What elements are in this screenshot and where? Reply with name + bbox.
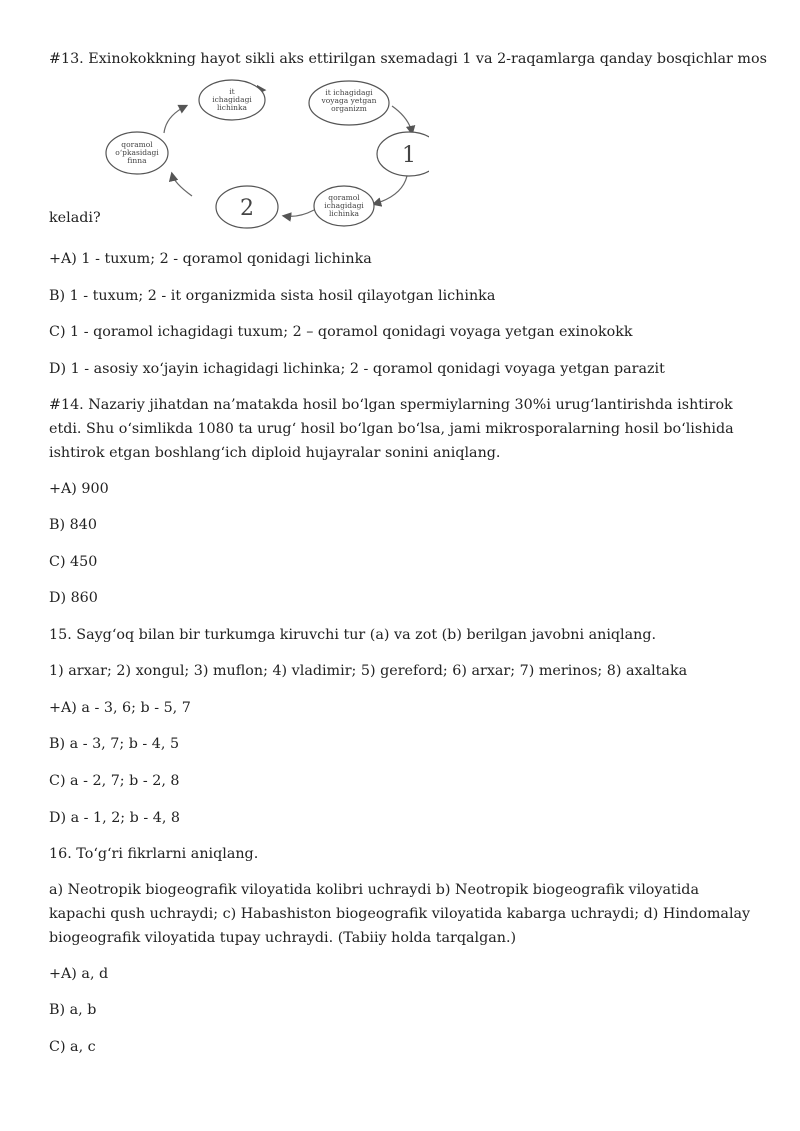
svg-text:qoramol: qoramol <box>328 193 360 202</box>
q15-option-b: B) a - 3, 7; b - 4, 5 <box>49 736 180 752</box>
q14-option-d: D) 860 <box>49 590 98 606</box>
q13-option-b: B) 1 - tuxum; 2 - it organizmida sista hosil qilayotgan lichinka <box>49 288 496 304</box>
q14-question: #14. Nazariy jihatdan na’matakda hosil bo‘lgan spermiylarning 30%i urug‘lantirishda ishtirok etdi. Shu o‘simlikda 1080 ta urug‘ hosil bo‘lgan bo‘lsa, jami mikrosporalarning hosil bo‘lishida ishtirok etgan boshlang‘ich diploid hujayralar sonini aniqlang. <box>49 397 734 461</box>
svg-text:lichinka: lichinka <box>328 209 360 218</box>
q14-option-a: +A) 900 <box>49 481 109 497</box>
svg-text:ichagidagi: ichagidagi <box>212 95 252 104</box>
svg-text:voyaga yetgan: voyaga yetgan <box>321 96 377 105</box>
arrow-bottom <box>284 210 314 216</box>
q14-option-b: B) 840 <box>49 517 97 533</box>
svg-text:lichinka: lichinka <box>216 103 248 112</box>
node-bottom-right <box>314 186 374 226</box>
q13-option-a: +A) 1 - tuxum; 2 - qoramol qonidagi lichinka <box>49 251 372 267</box>
q15-question: 15. Sayg‘oq bilan bir turkumga kiruvchi tur (a) va zot (b) berilgan javobni aniqlang. <box>49 627 657 643</box>
svg-text:ichagidagi: ichagidagi <box>324 201 364 210</box>
q16-statements: a) Neotropik biogeografik viloyatida kolibri uchraydi b) Neotropik biogeografik viloyatida kapachi qush uchraydi; c) Habashiston biogeografik viloyatida kabarga uchraydi; d) Hindomalay biogeografik viloyatida tupay uchraydi. (Tabiiy holda tarqalgan.) <box>49 882 751 946</box>
arrow-bottom-left <box>172 174 192 196</box>
node-bottom-left <box>216 186 278 228</box>
q15-list: 1) arxar; 2) xongul; 3) muflon; 4) vladimir; 5) gereford; 6) arxar; 7) merinos; 8) axaltaka <box>49 663 688 679</box>
q13-option-c: C) 1 - qoramol ichagidagi tuxum; 2 – qoramol qonidagi voyaga yetgan exinokokk <box>49 324 633 340</box>
q15-option-a: +A) a - 3, 6; b - 5, 7 <box>49 700 191 716</box>
q16-question: 16. To‘g‘ri fikrlarni aniqlang. <box>49 846 259 862</box>
q13-question-end: keladi? <box>49 210 101 226</box>
svg-text:finna: finna <box>127 156 147 165</box>
q15-option-c: C) a - 2, 7; b - 2, 8 <box>49 773 180 789</box>
node-right <box>377 132 429 176</box>
svg-text:qoramol: qoramol <box>121 140 153 149</box>
svg-text:it: it <box>229 87 235 96</box>
arrow-top-left <box>164 106 186 133</box>
q13-question-start: #13. Exinokokkning hayot sikli aks ettirilgan sxemadagi 1 va 2-raqamlarga qanday bosqichlar mos <box>49 51 767 67</box>
svg-text:2: 2 <box>240 196 254 221</box>
q16-option-c: C) a, c <box>49 1039 96 1055</box>
q13-option-d: D) 1 - asosiy xo‘jayin ichagidagi lichinka; 2 - qoramol qonidagi voyaga yetgan parazit <box>49 361 665 377</box>
svg-text:it ichagidagi: it ichagidagi <box>325 88 373 97</box>
arrow-top-right <box>392 106 412 133</box>
node-top-right <box>309 81 389 125</box>
svg-text:1: 1 <box>402 143 416 168</box>
arrow-bottom-right <box>374 176 407 204</box>
q13-life-cycle-diagram <box>104 78 429 233</box>
q16-option-a: +A) a, d <box>49 966 109 982</box>
q15-option-d: D) a - 1, 2; b - 4, 8 <box>49 810 181 826</box>
svg-text:organizm: organizm <box>331 104 367 113</box>
q16-option-b: B) a, b <box>49 1002 97 1018</box>
node-top-left <box>199 80 265 120</box>
node-left <box>106 132 168 174</box>
q14-option-c: C) 450 <box>49 554 98 570</box>
svg-text:o‘pkasidagi: o‘pkasidagi <box>115 148 159 157</box>
